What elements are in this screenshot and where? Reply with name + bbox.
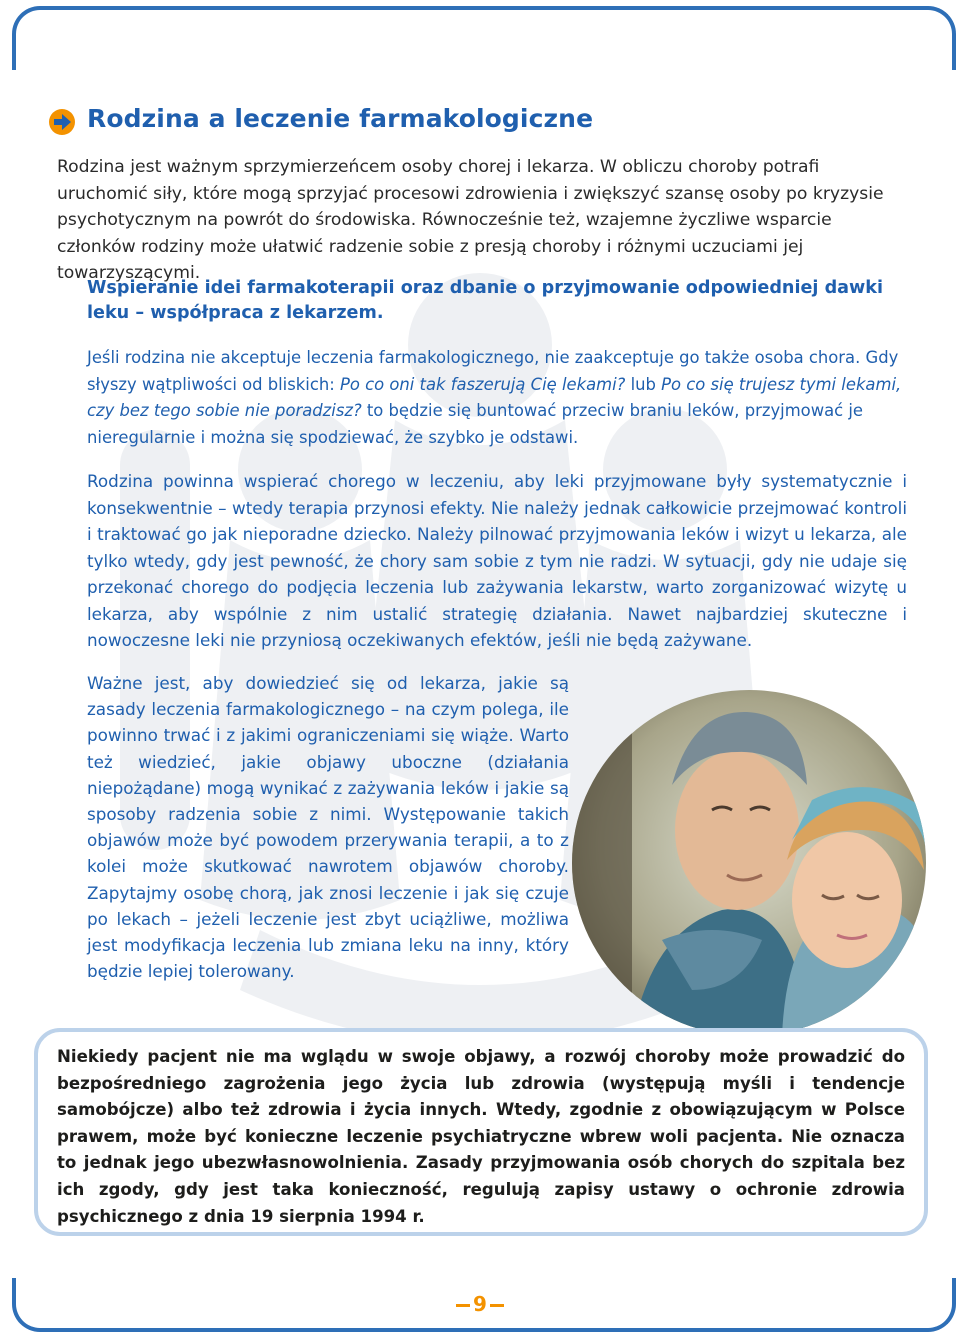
arrow-circle-icon xyxy=(48,108,76,136)
paragraph-text: Jeśli rodzina nie akceptuje leczenia farmakologicznego, nie zaakceptuje go także osoba chora. Gdy słyszy wątpliwości od bliskich: xyxy=(87,348,899,394)
couple-photo xyxy=(572,690,926,1036)
paragraph-text: lub xyxy=(625,374,662,394)
page-number-value: 9 xyxy=(473,1292,487,1316)
page-number xyxy=(430,1292,530,1316)
quote-text: Po co się trujesz tymi lekami, czy bez tego sobie nie poradzisz? xyxy=(87,374,902,420)
page-title: Rodzina a leczenie farmakologiczne xyxy=(87,104,594,133)
section-subheading: Wspieranie idei farmakoterapii oraz dbanie o przyjmowanie odpowiedniej dawki leku – współpraca z lekarzem. xyxy=(87,278,884,323)
legal-info-text: Niekiedy pacjent nie ma wglądu w swoje objawy, a rozwój choroby może prowadzić do bezpośredniego zagrożenia jego życia lub zdrowia (występują myśli i tendencje samobójcze) albo też zdrowia i życia innych. Wtedy, zgodnie z obowiązującym w Polsce prawem, może być konieczne leczenie psychiatryczne wbrew woli pacjenta. Nie oznacza to jednak jego ubezwłasnowolnienia. Zasady przyjmowania osób chorych do szpitala bez ich zgody, gdy jest taka konieczność, regulują zapisy ustawy o ochronie zdrowia psychicznego z dnia 19 sierpnia 1994 r. xyxy=(57,1047,905,1226)
quote-text: Po co oni tak faszerują Cię lekami? xyxy=(339,374,626,394)
paragraph-support: Rodzina powinna wspierać chorego w leczeniu, aby leki przyjmowane były systematycznie i konsekwentnie – wtedy terapia przynosi efekty. Nie należy jednak całkowicie przejmować kontroli i traktować go jak nieporadne dziecko. Należy pilnować przyjmowania leków i wizyt u lekarza, ale tylko wtedy, gdy jest pewność, że chory sam sobie z tym nie radzi. W sytuacji, gdy nie udaje się przekonać chorego do podjęcia leczenia lub zażywania lekarstw, warto zorganizować wizytę u lekarza, aby wspólnie z nim ustalić strategię działania. Nawet najbardziej skuteczne i nowoczesne leki nie przyniosą oczekiwanych efektów, jeśli nie będą zażywane. xyxy=(87,471,907,650)
page-number-dash-right xyxy=(490,1304,504,1307)
paragraph-text: to będzie się buntować przeciw braniu leków, przyjmować je nieregularnie i można się spodziewać, że szybko je odstawi. xyxy=(87,401,864,447)
paragraph-acceptance xyxy=(87,345,907,451)
page-number-dash-left xyxy=(456,1304,470,1307)
intro-paragraph: Rodzina jest ważnym sprzymierzeńcem osoby chorej i lekarza. W obliczu choroby potrafi uruchomić siły, które mogą sprzyjać procesowi zdrowienia i zwiększyć szansę osoby po kryzysie psychotycznym na powrót do środowiska. Równocześnie też, wzajemne życzliwe wsparcie członków rodziny może ułatwić radzenie sobie z presją choroby i różnymi uczuciami jej towarzyszącymi. xyxy=(57,157,884,283)
paragraph-side-effects: Ważne jest, aby dowiedzieć się od lekarza, jakie są zasady leczenia farmakologicznego – na czym polega, ile powinno trwać i z jakimi ograniczeniami się wiąże. Warto też wiedzieć, jakie objawy uboczne (działania niepożądane) mogą wynikać z zażywania leków i jakie są sposoby radzenia sobie z nimi. Występowanie takich objawów może być powodem przerywania terapii, a to z kolei może skutkować nawrotem objawów choroby. Zapytajmy osobę chorą, jak znosi leczenie i jak się czuje po lekach – jeżeli leczenie jest zbyt uciążliwe, możliwa jest modyfikacja leczenia lub zmiana leku na inny, który będzie lepiej tolerowany. xyxy=(87,673,569,982)
